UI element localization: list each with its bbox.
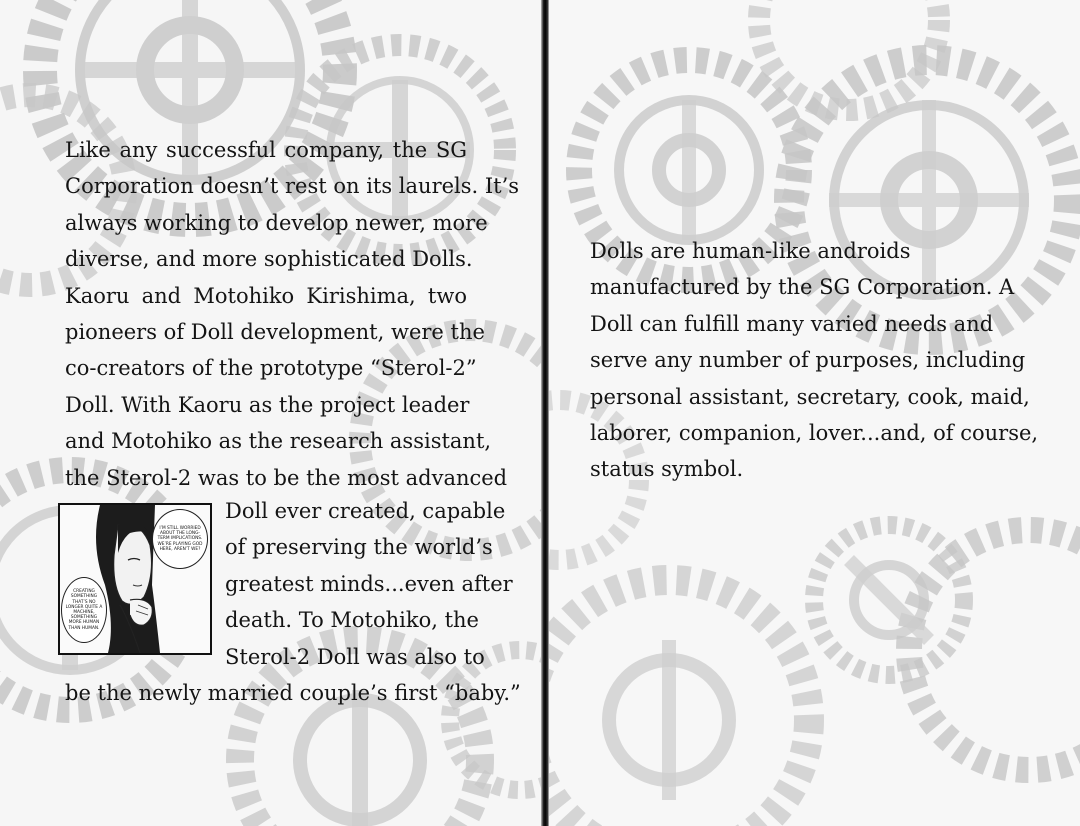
- text-line: personal assistant, secretary, cook, maid,: [590, 384, 1030, 409]
- text-line: Corporation doesn’t rest on its laurels. It’s: [65, 174, 520, 199]
- text-line: and Motohiko as the research assistant,: [65, 429, 492, 454]
- text-line: Doll ever created, capable: [225, 499, 506, 523]
- text-line: Doll. With Kaoru as the project leader: [65, 392, 470, 417]
- text-line: diverse, and more sophisticated Dolls.: [65, 247, 473, 272]
- right-page: [549, 0, 1080, 826]
- text-line: serve any number of purposes, including: [590, 348, 1026, 373]
- left-wrapped-paragraph: [225, 493, 513, 675]
- speech-bubble: I’M STILL WORRIED ABOUT THE LONG-TERM IMPLICATIONS. WE’RE PLAYING GOD HERE, AREN’T WE?: [152, 509, 208, 569]
- text-line: Kaoru and Motohiko Kirishima, two: [65, 283, 467, 308]
- left-paragraph: [65, 132, 520, 496]
- text-line: Doll can fulfill many varied needs and: [590, 311, 994, 336]
- manga-panel: [58, 503, 212, 655]
- text-line: greatest minds...even after: [225, 571, 513, 596]
- right-paragraph: [590, 233, 1039, 488]
- left-last-line: be the newly married couple’s first “baby.”: [65, 681, 521, 705]
- text-line: status symbol.: [590, 457, 744, 482]
- text-line: the Sterol-2 was to be the most advanced: [65, 465, 508, 490]
- text-line: Sterol-2 Doll was also to: [225, 644, 485, 669]
- text-line: death. To Motohiko, the: [225, 608, 479, 633]
- text-line: Dolls are human-like androids: [590, 239, 911, 263]
- text-line: pioneers of Doll development, were the: [65, 320, 485, 345]
- text-line: laborer, companion, lover...and, of course,: [590, 421, 1039, 446]
- text-line: co-creators of the prototype “Sterol-2”: [65, 356, 477, 381]
- text-line: of preserving the world’s: [225, 535, 493, 560]
- speech-bubble: CREATING SOMETHING THAT’S NO LONGER QUITE A MACHINE, SOMETHING MORE HUMAN THAN HUMAN.: [61, 577, 107, 643]
- text-line: Like any successful company, the SG: [65, 138, 467, 162]
- book-gutter: [541, 0, 549, 826]
- text-line: manufactured by the SG Corporation. A: [590, 275, 1015, 300]
- text-line: always working to develop newer, more: [65, 210, 488, 235]
